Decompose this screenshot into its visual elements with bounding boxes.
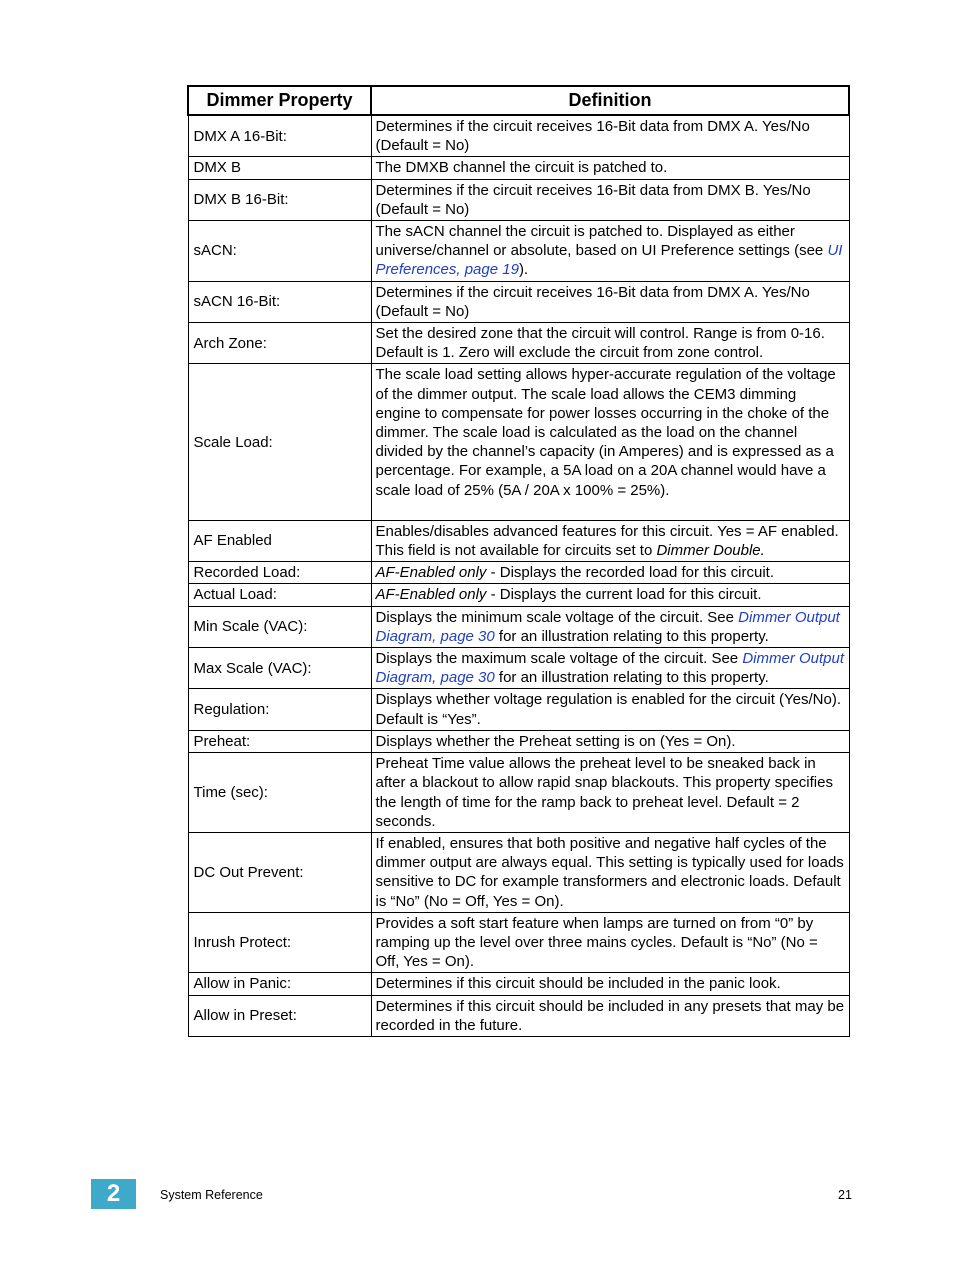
definition-text: Determines if the circuit receives 16-Bit data from DMX A. Yes/No (Default = No) <box>375 118 810 155</box>
table-row <box>188 995 849 1036</box>
property-cell: Min Scale (VAC): <box>188 606 371 647</box>
definition-text: Enables/disables advanced features for this circuit. Yes = AF enabled. This field is not available for circuits set to <box>375 522 839 560</box>
property-cell: Allow in Preset: <box>188 995 371 1036</box>
definition-cell <box>371 562 849 584</box>
definition-cell <box>371 912 849 973</box>
emphasis-text: AF-Enabled only <box>375 586 487 604</box>
property-cell: sACN 16-Bit: <box>188 281 371 322</box>
table-row <box>188 730 849 752</box>
property-cell: Arch Zone: <box>188 323 371 364</box>
definition-cell <box>371 157 849 179</box>
table-header-row <box>188 86 849 115</box>
property-cell: AF Enabled <box>188 520 371 561</box>
definition-cell <box>371 753 849 833</box>
table-body <box>188 115 849 1036</box>
definition-text: for an illustration relating to this property. <box>494 627 769 645</box>
definition-text: Determines if this circuit should be included in any presets that may be recorded in the future. <box>375 997 845 1034</box>
table-row <box>188 221 849 282</box>
definition-cell <box>371 832 849 912</box>
table-row <box>188 606 849 647</box>
cross-reference-link[interactable]: Dimmer Output Diagram, page 30 <box>375 608 840 645</box>
property-cell: DMX B <box>188 157 371 179</box>
definition-text: The scale load setting allows hyper-accurate regulation of the voltage of the dimmer output. The scale load allows the CEM3 dimming engine to compensate for power losses occurring in the choke of the dimmer. The scale load is calculated as the load on the channel divided by the channel’s capacity (in Amperes) and is expressed as a percentage. For example, a 5A load on a 20A channel would have a scale load of 25% (5A / 20A x 100% = 25%). <box>375 366 836 499</box>
header-definition: Definition <box>371 86 849 115</box>
definition-cell <box>371 364 849 520</box>
dimmer-property-table <box>187 85 850 1037</box>
definition-cell <box>371 281 849 322</box>
definition-text: Displays the minimum scale voltage of the circuit. See <box>375 608 739 626</box>
property-cell: DC Out Prevent: <box>188 832 371 912</box>
definition-text: - Displays the current load for this circuit. <box>486 586 762 604</box>
definition-cell <box>371 648 849 689</box>
property-cell: Max Scale (VAC): <box>188 648 371 689</box>
property-cell: Inrush Protect: <box>188 912 371 973</box>
table-row <box>188 157 849 179</box>
table-row <box>188 753 849 833</box>
definition-cell <box>371 179 849 220</box>
table-row <box>188 689 849 730</box>
table-row <box>188 364 849 520</box>
footer-section-title: System Reference <box>160 1188 263 1202</box>
table-row <box>188 179 849 220</box>
table-row <box>188 323 849 364</box>
header-dimmer-property: Dimmer Property <box>188 86 371 115</box>
property-cell: Recorded Load: <box>188 562 371 584</box>
property-cell: Allow in Panic: <box>188 973 371 995</box>
table-row <box>188 520 849 561</box>
table-row <box>188 281 849 322</box>
definition-cell <box>371 995 849 1036</box>
definition-text: Determines if the circuit receives 16-Bit data from DMX B. Yes/No (Default = No) <box>375 181 811 218</box>
table-row <box>188 973 849 995</box>
definition-text: The sACN channel the circuit is patched to. Displayed as either universe/channel or absolute, based on UI Preference settings (see <box>375 223 828 260</box>
table-row <box>188 832 849 912</box>
property-cell: DMX B 16-Bit: <box>188 179 371 220</box>
property-cell: Actual Load: <box>188 584 371 606</box>
definition-cell <box>371 520 849 561</box>
definition-text: Preheat Time value allows the preheat level to be sneaked back in after a blackout to allow rapid snap blackouts. This property specifies the length of time for the ramp back to preheat level. Default = 2 seconds. <box>375 755 833 830</box>
definition-text: If enabled, ensures that both positive and negative half cycles of the dimmer output are always equal. This setting is typically used for loads sensitive to DC for example transformers and electronic loads. Default is “No” (No = Off, Yes = On). <box>375 834 844 910</box>
property-cell: Regulation: <box>188 689 371 730</box>
cross-reference-link[interactable]: Dimmer Output Diagram, page 30 <box>375 650 845 687</box>
definition-cell <box>371 730 849 752</box>
definition-text: Determines if this circuit should be included in the panic look. <box>375 975 781 993</box>
property-cell: Scale Load: <box>188 364 371 520</box>
definition-cell <box>371 115 849 157</box>
property-cell: DMX A 16-Bit: <box>188 115 371 157</box>
property-cell: Time (sec): <box>188 753 371 833</box>
definition-text: Provides a soft start feature when lamps are turned on from “0” by ramping up the level over three mains cycles. Default is “No” (No = Off, Yes = On). <box>375 914 818 971</box>
emphasis-text: AF-Enabled only <box>375 564 487 582</box>
table-row <box>188 115 849 157</box>
page-number: 21 <box>838 1188 852 1202</box>
emphasis-text: Dimmer Double. <box>656 542 765 560</box>
table-row <box>188 648 849 689</box>
definition-text: Set the desired zone that the circuit will control. Range is from 0-16. Default is 1. Zero will exclude the circuit from zone control. <box>375 325 825 362</box>
definition-text: - Displays the recorded load for this circuit. <box>486 564 775 582</box>
table-row <box>188 912 849 973</box>
property-cell: Preheat: <box>188 730 371 752</box>
table-row <box>188 584 849 606</box>
chapter-number-tab: 2 <box>91 1179 136 1209</box>
definition-cell <box>371 323 849 364</box>
property-cell: sACN: <box>188 221 371 282</box>
definition-cell <box>371 689 849 730</box>
definition-text: ). <box>518 261 529 279</box>
table-row <box>188 562 849 584</box>
definition-text: The DMXB channel the circuit is patched to. <box>375 159 668 177</box>
definition-text: Determines if the circuit receives 16-Bit data from DMX A. Yes/No (Default = No) <box>375 283 810 320</box>
definition-text: Displays the maximum scale voltage of the circuit. See <box>375 650 743 668</box>
definition-text: Displays whether the Preheat setting is on (Yes = On). <box>375 732 736 750</box>
cross-reference-link[interactable]: UI Preferences, page 19 <box>375 242 843 279</box>
definition-text: Displays whether voltage regulation is enabled for the circuit (Yes/No). Default is “Yes”. <box>375 691 842 728</box>
definition-cell <box>371 973 849 995</box>
definition-cell <box>371 221 849 282</box>
definition-cell <box>371 584 849 606</box>
definition-cell <box>371 606 849 647</box>
definition-text: for an illustration relating to this property. <box>494 669 769 687</box>
